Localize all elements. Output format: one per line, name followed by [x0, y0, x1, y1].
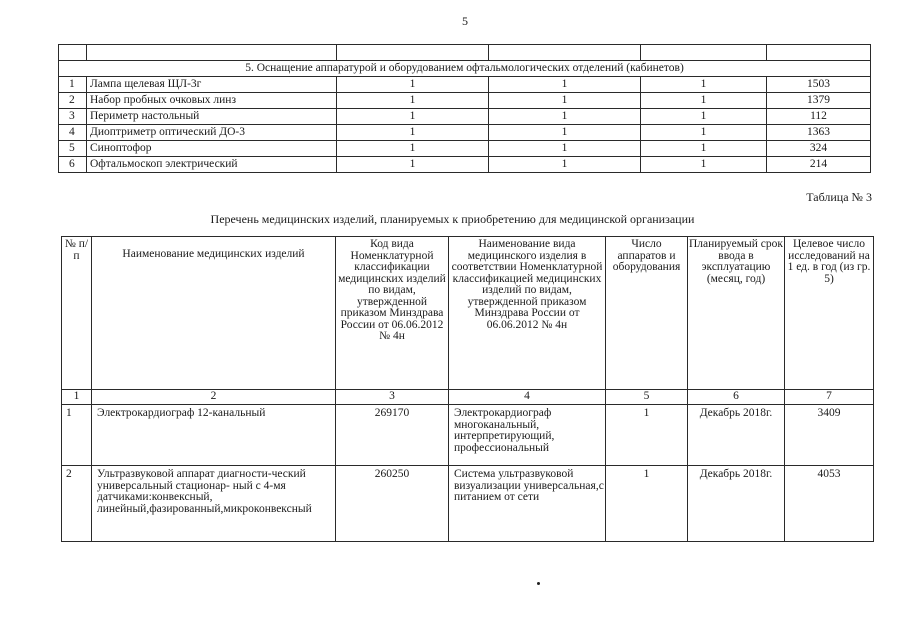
device-code: 269170	[336, 405, 449, 466]
cell-value: 1	[489, 125, 641, 141]
cell-value: 1	[337, 109, 489, 125]
row-number: 1	[62, 405, 92, 466]
device-name: Лампа щелевая ЩЛ-3г	[87, 77, 337, 93]
column-number: 3	[336, 390, 449, 405]
cell-value: 1379	[767, 93, 871, 109]
cell-value: 112	[767, 109, 871, 125]
cell-value: 1	[641, 77, 767, 93]
column-number: 7	[785, 390, 874, 405]
row-number: 3	[59, 109, 87, 125]
column-numbers-row	[62, 390, 874, 405]
cell-value: 1	[641, 109, 767, 125]
device-name: Ультразвуковой аппарат диагности-ческий универсальный стационар- ный с 4-мя датчиками:конвексный, линейный,фазированный,микроконвексный	[92, 466, 336, 542]
column-number: 5	[606, 390, 688, 405]
header-target: Целевое число исследований на 1 ед. в год (из гр. 5)	[785, 237, 874, 390]
cell-value: 214	[767, 157, 871, 173]
column-number: 6	[688, 390, 785, 405]
device-name: Электрокардиограф 12-канальный	[92, 405, 336, 466]
cell-value: 1	[337, 125, 489, 141]
header-no: № п/п	[62, 237, 92, 390]
table-row	[62, 405, 874, 466]
device-count: 1	[606, 466, 688, 542]
cell-value: 1	[337, 157, 489, 173]
device-kind: Система ультразвуковой визуализации универсальная,с питанием от сети	[449, 466, 606, 542]
device-name: Синоптофор	[87, 141, 337, 157]
cell-value: 1	[489, 109, 641, 125]
cell-value: 1	[489, 141, 641, 157]
cell-value: 324	[767, 141, 871, 157]
section-title: 5. Оснащение аппаратурой и оборудованием офтальмологических отделений (кабинетов)	[59, 61, 871, 77]
table-row	[59, 157, 871, 173]
section-row	[59, 61, 871, 77]
header-code: Код вида Номенклатурной классификации медицинских изделий по видам, утвержденной приказом Минздрава России от 06.06.2012 № 4н	[336, 237, 449, 390]
cell-value: 1	[337, 77, 489, 93]
launch-date: Декабрь 2018г.	[688, 466, 785, 542]
header-name: Наименование медицинских изделий	[92, 237, 336, 390]
cell-value: 1	[641, 157, 767, 173]
cell-value: 1363	[767, 125, 871, 141]
column-number: 2	[92, 390, 336, 405]
device-count: 1	[606, 405, 688, 466]
table-blank-row	[59, 45, 871, 61]
table-row	[59, 93, 871, 109]
launch-date: Декабрь 2018г.	[688, 405, 785, 466]
table-number: Таблица № 3	[806, 190, 872, 204]
table-row	[59, 125, 871, 141]
table-row	[59, 77, 871, 93]
purchase-plan-table	[61, 236, 874, 542]
header-row	[62, 237, 874, 390]
header-kind: Наименование вида медицинского изделия в соответствии Номенклатурной классификацией медицинских изделий по видам, утвержденной приказом Минздрава России от 06.06.2012 № 4н	[449, 237, 606, 390]
cell-value: 1	[489, 157, 641, 173]
cell-value: 1503	[767, 77, 871, 93]
device-name: Офтальмоскоп электрический	[87, 157, 337, 173]
table-row	[59, 141, 871, 157]
page-number: 5	[462, 14, 468, 28]
table-title: Перечень медицинских изделий, планируемых к приобретению для медицинской организации	[210, 212, 695, 226]
row-number: 2	[62, 466, 92, 542]
device-name: Периметр настольный	[87, 109, 337, 125]
row-number: 5	[59, 141, 87, 157]
column-number: 4	[449, 390, 606, 405]
cell-value: 1	[337, 141, 489, 157]
device-kind: Электрокардиограф многоканальный, интерпретирующий, профессиональный	[449, 405, 606, 466]
cell-value: 1	[641, 93, 767, 109]
header-date: Планируемый срок ввода в эксплуатацию (месяц, год)	[688, 237, 785, 390]
device-code: 260250	[336, 466, 449, 542]
table-row	[59, 109, 871, 125]
cell-value: 1	[489, 93, 641, 109]
scan-speck	[537, 582, 540, 585]
row-number: 6	[59, 157, 87, 173]
cell-value: 1	[337, 93, 489, 109]
cell-value: 1	[641, 125, 767, 141]
cell-value: 1	[489, 77, 641, 93]
row-number: 1	[59, 77, 87, 93]
equipment-table	[58, 44, 871, 173]
target-value: 4053	[785, 466, 874, 542]
device-name: Диоптриметр оптический ДО-3	[87, 125, 337, 141]
table-row	[62, 466, 874, 542]
target-value: 3409	[785, 405, 874, 466]
row-number: 2	[59, 93, 87, 109]
row-number: 4	[59, 125, 87, 141]
device-name: Набор пробных очковых линз	[87, 93, 337, 109]
column-number: 1	[62, 390, 92, 405]
header-count: Число аппаратов и оборудования	[606, 237, 688, 390]
cell-value: 1	[641, 141, 767, 157]
